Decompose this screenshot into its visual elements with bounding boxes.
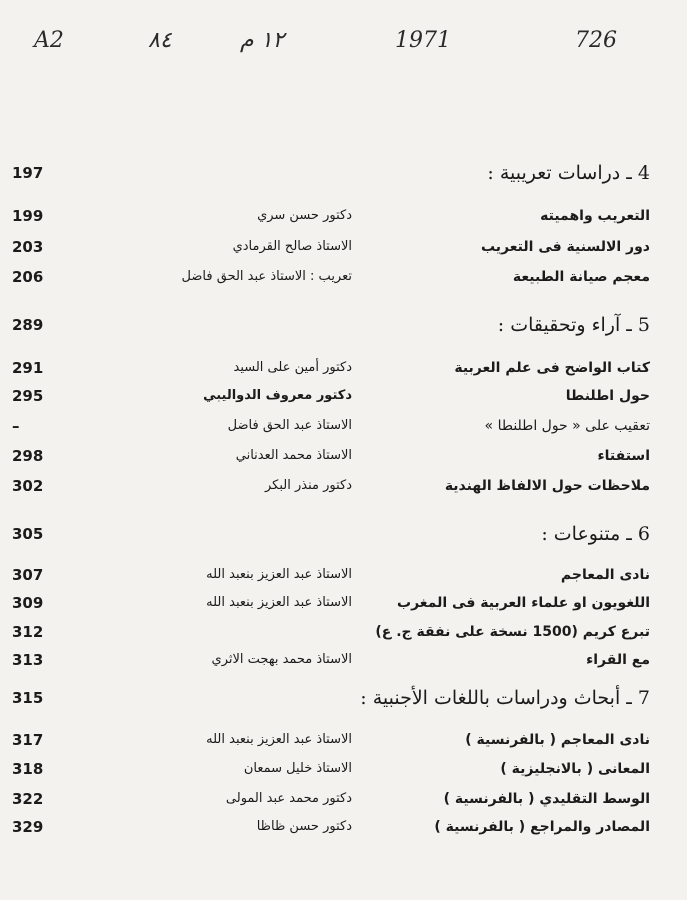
author-name: الاستاذ عبد العزيز بنعبد الله: [206, 732, 352, 747]
toc-entry: [0, 562, 687, 588]
toc-entry: [0, 234, 687, 260]
toc-entry: [0, 619, 687, 645]
section-heading: 6 ـ متنوعات :: [541, 523, 650, 545]
entry-title: نادى المعاجم ( بالفرنسية ): [465, 732, 650, 748]
toc-entry: [0, 473, 687, 499]
page-number: 206: [12, 268, 44, 286]
page-number: –: [12, 417, 20, 435]
toc-entry: [0, 814, 687, 840]
section-heading-row: [0, 160, 687, 186]
page-number: 313: [12, 651, 44, 669]
toc-entry: [0, 383, 687, 409]
entry-title: استفتاء: [597, 448, 650, 464]
handwritten-note: A2: [34, 28, 64, 53]
page-number: 289: [12, 316, 44, 334]
author-name: تعريب : الاستاذ عبد الحق فاضل: [181, 269, 352, 284]
page-number: 317: [12, 731, 44, 749]
page-number: 315: [12, 689, 44, 707]
author-name: دكتور منذر البكر: [265, 478, 352, 493]
author-name: الاستاذ عبد العزيز بنعبد الله: [206, 595, 352, 610]
author-name: الاستاذ محمد بهجت الاثري: [211, 652, 352, 667]
page-number: 312: [12, 623, 44, 641]
entry-title: كتاب الواضح فى علم العربية: [454, 360, 650, 376]
handwritten-note: ٨٤: [148, 28, 172, 53]
section-heading: 7 ـ أبحاث ودراسات باللغات الأجنبية :: [360, 687, 650, 709]
handwritten-note: 726: [575, 28, 617, 53]
page-number: 322: [12, 790, 44, 808]
page-number: 295: [12, 387, 44, 405]
section-heading: 5 ـ آراء وتحقيقات :: [497, 314, 650, 336]
entry-title: تعقيب على « حول اطلنطا »: [484, 418, 650, 434]
page-number: 302: [12, 477, 44, 495]
page-number: 298: [12, 447, 44, 465]
entry-title: معجم صيانة الطبيعة: [512, 269, 650, 285]
entry-title: اللغويون او علماء العربية فى المغرب: [397, 595, 650, 611]
page-number: 291: [12, 359, 44, 377]
page-number: 307: [12, 566, 44, 584]
author-name: دكتور حسن سري: [257, 208, 352, 223]
section-heading-row: [0, 312, 687, 338]
entry-title: ملاحظات حول الالفاظ الهندية: [444, 478, 650, 494]
section-heading: 4 ـ دراسات تعريبية :: [487, 162, 650, 184]
handwritten-note: ١٢ م: [240, 28, 285, 53]
handwritten-note: 1971: [395, 28, 451, 53]
entry-title: مع القراء: [586, 652, 650, 668]
author-name: الاستاذ محمد العدناني: [235, 448, 352, 463]
page-number: 305: [12, 525, 44, 543]
toc-entry: [0, 443, 687, 469]
page-number: 197: [12, 164, 44, 182]
page-number: 309: [12, 594, 44, 612]
page-number: 318: [12, 760, 44, 778]
author-name: دكتور محمد عبد المولى: [225, 791, 352, 806]
entry-title: حول اطلنطا: [565, 388, 650, 404]
toc-entry: [0, 264, 687, 290]
page-number: 199: [12, 207, 44, 225]
page-number: 329: [12, 818, 44, 836]
toc-entry: [0, 786, 687, 812]
author-name: دكتور معروف الدواليبي: [203, 388, 352, 403]
entry-title: نادى المعاجم: [560, 567, 650, 583]
author-name: الاستاذ عبد الحق فاضل: [227, 418, 352, 433]
toc-entry: [0, 727, 687, 753]
section-heading-row: [0, 685, 687, 711]
author-name: الاستاذ صالح القرمادي: [232, 239, 352, 254]
toc-entry: [0, 647, 687, 673]
entry-title: تبرع كريم (1500 نسخة على نفقة ج. ع): [375, 624, 650, 640]
author-name: الاستاذ خليل سمعان: [243, 761, 352, 776]
entry-title: المعانى ( بالانجليزية ): [500, 761, 650, 777]
entry-title: المصادر والمراجع ( بالفرنسية ): [434, 819, 650, 835]
author-name: دكتور أمين على السيد: [233, 360, 352, 375]
toc-entry: [0, 590, 687, 616]
toc-entry: [0, 355, 687, 381]
entry-title: الوسط التقليدي ( بالفرنسية ): [443, 791, 650, 807]
author-name: دكتور حسن ظاظا: [256, 819, 352, 834]
section-heading-row: [0, 521, 687, 547]
author-name: الاستاذ عبد العزيز بنعبد الله: [206, 567, 352, 582]
entry-title: التعريب واهميته: [540, 208, 650, 224]
toc-entry: [0, 203, 687, 229]
toc-entry: [0, 756, 687, 782]
entry-title: دور الالسنية فى التعريب: [480, 239, 650, 255]
toc-entry: [0, 413, 687, 439]
page-number: 203: [12, 238, 44, 256]
